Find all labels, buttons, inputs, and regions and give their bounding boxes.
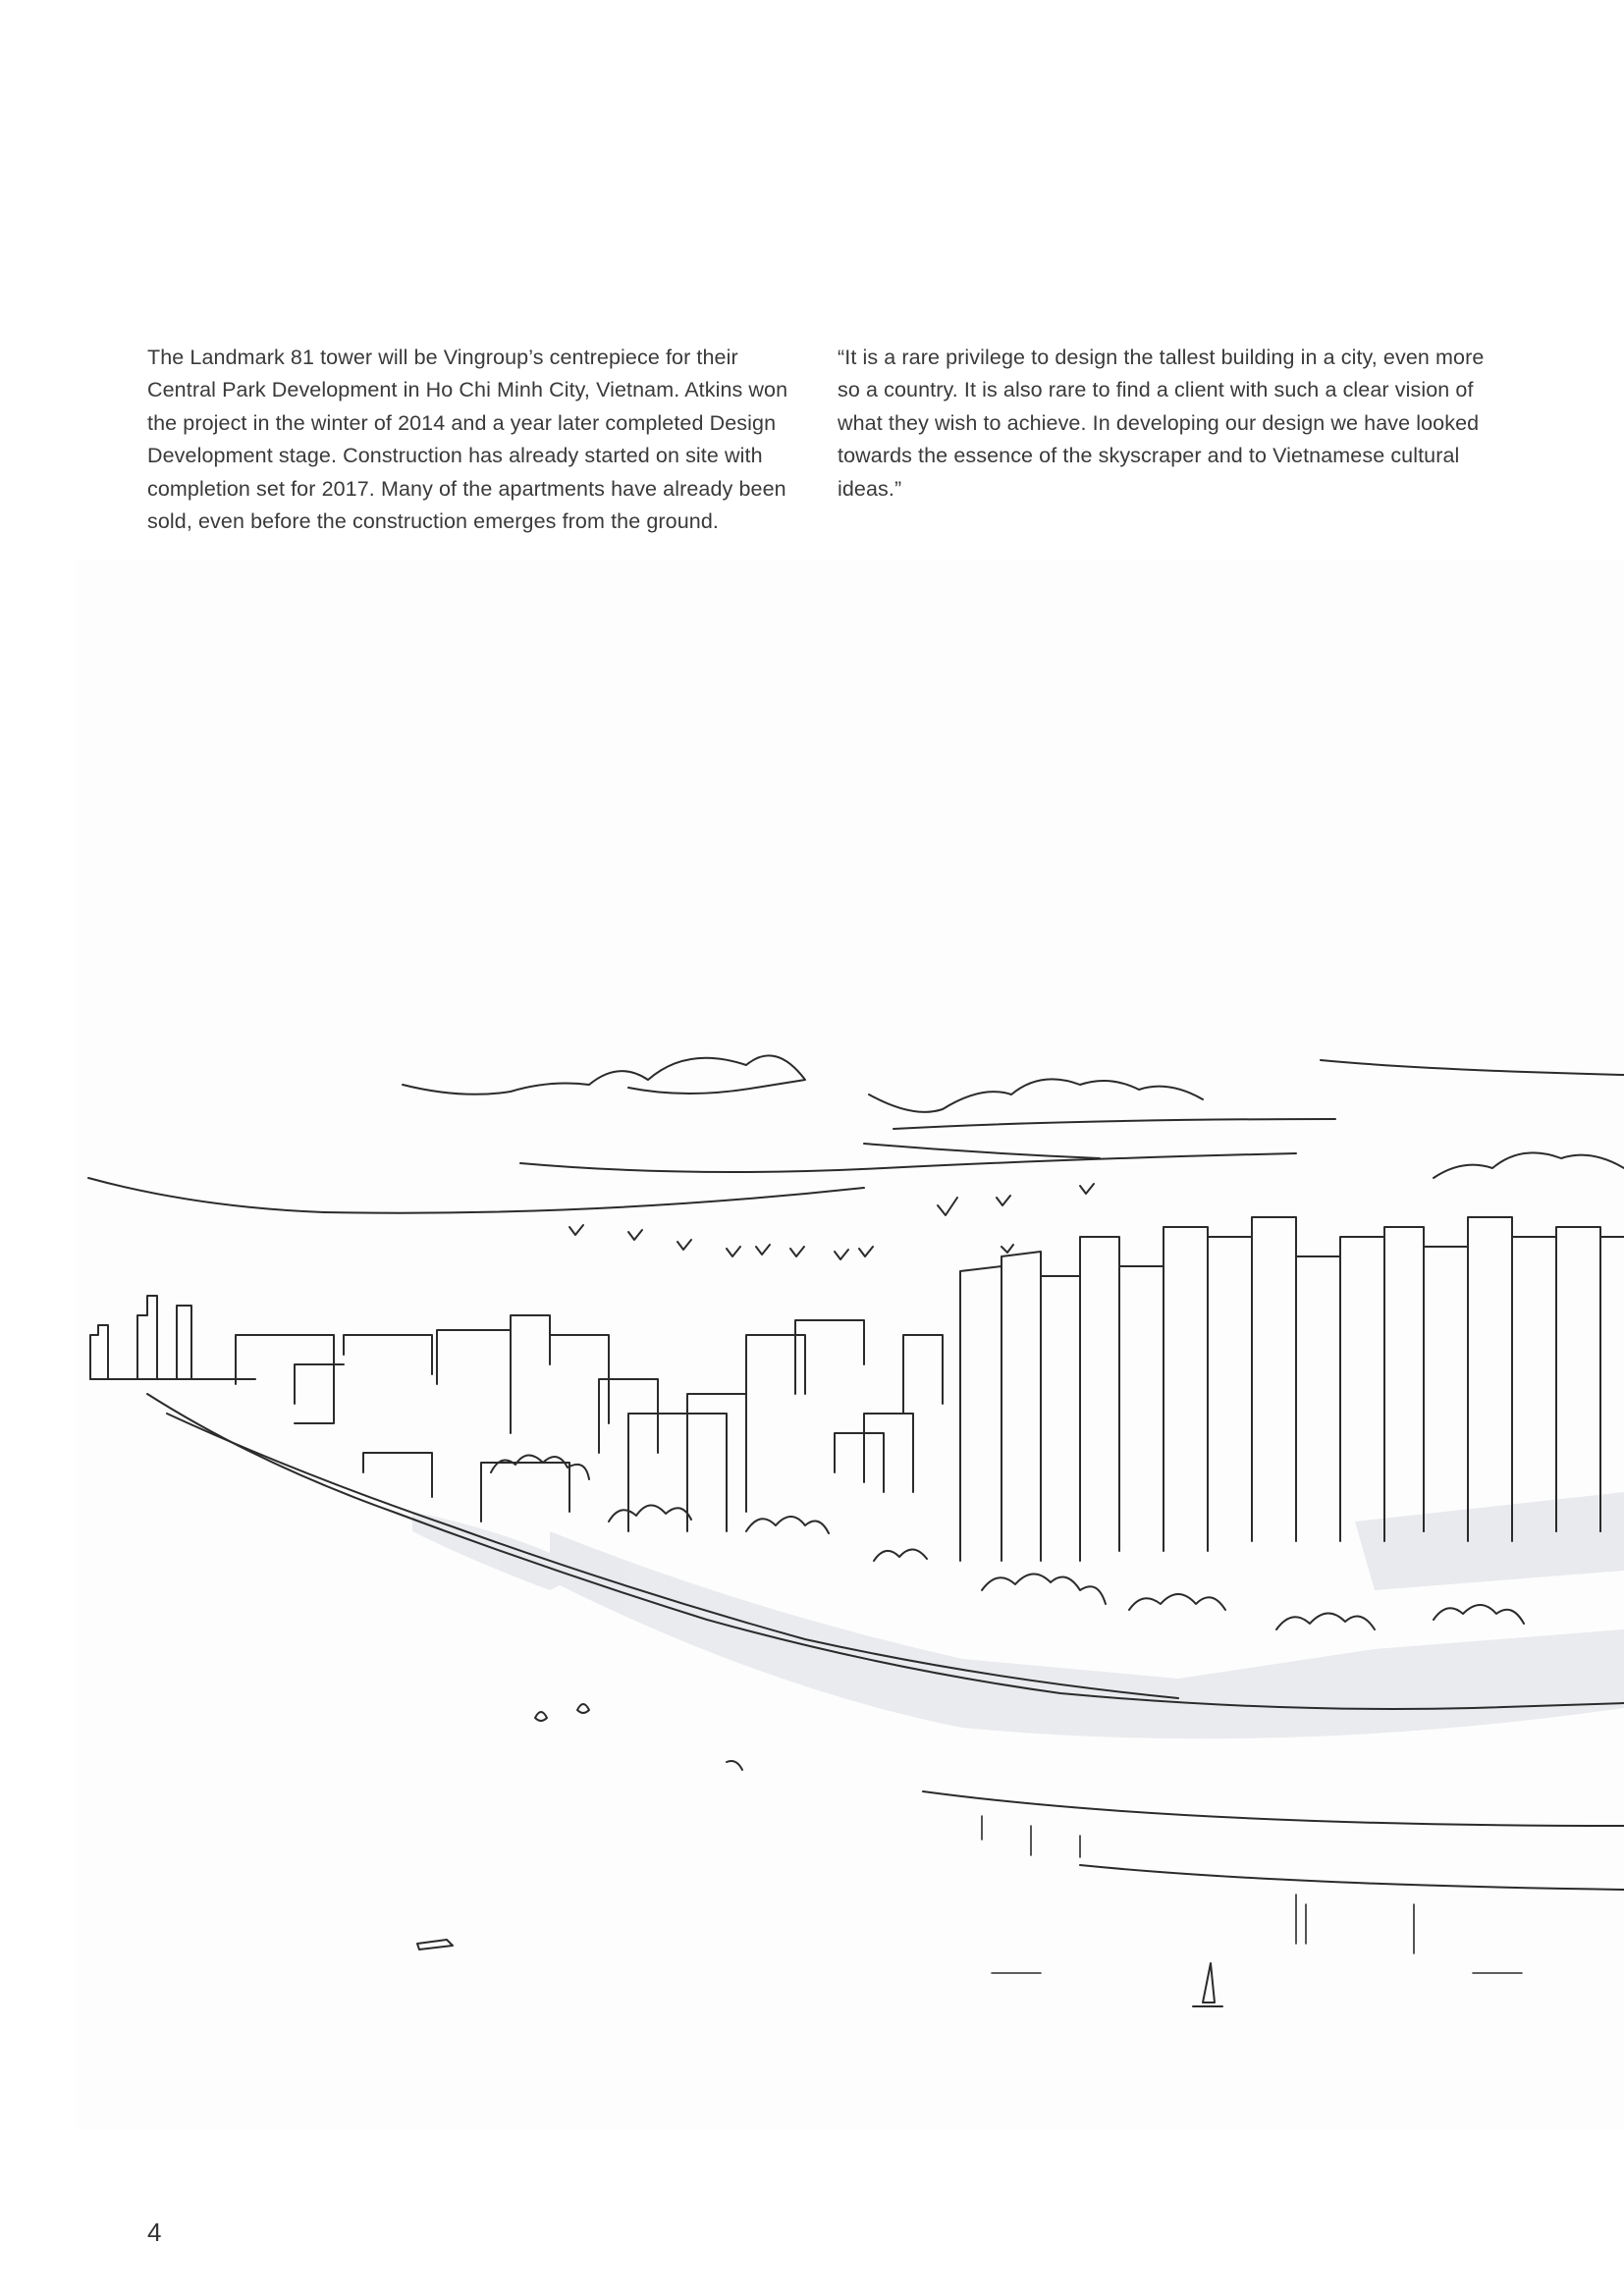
riverside-skyline-sketch <box>0 550 1624 2140</box>
quote-paragraph: “It is a rare privilege to design the tallest building in a city, even more so a country. It is also rare to find a client with such a clear vision of what they wish to achieve. In developing our design we have looked towards the essence of the skyscraper and to Vietnamese cultural ideas.” <box>838 345 1485 501</box>
page-number: 4 <box>147 2217 162 2247</box>
intro-paragraph: The Landmark 81 tower will be Vingroup’s centrepiece for their Central Park Development in Ho Chi Minh City, Vietnam. Atkins won the project in the winter of 2014 and a year later completed Design Development stage. Construction has already started on site with completion set for 2017. Many of the apartments have already been sold, even before the construction emerges from the ground. <box>147 345 788 533</box>
sketch-paper <box>77 560 1624 2130</box>
